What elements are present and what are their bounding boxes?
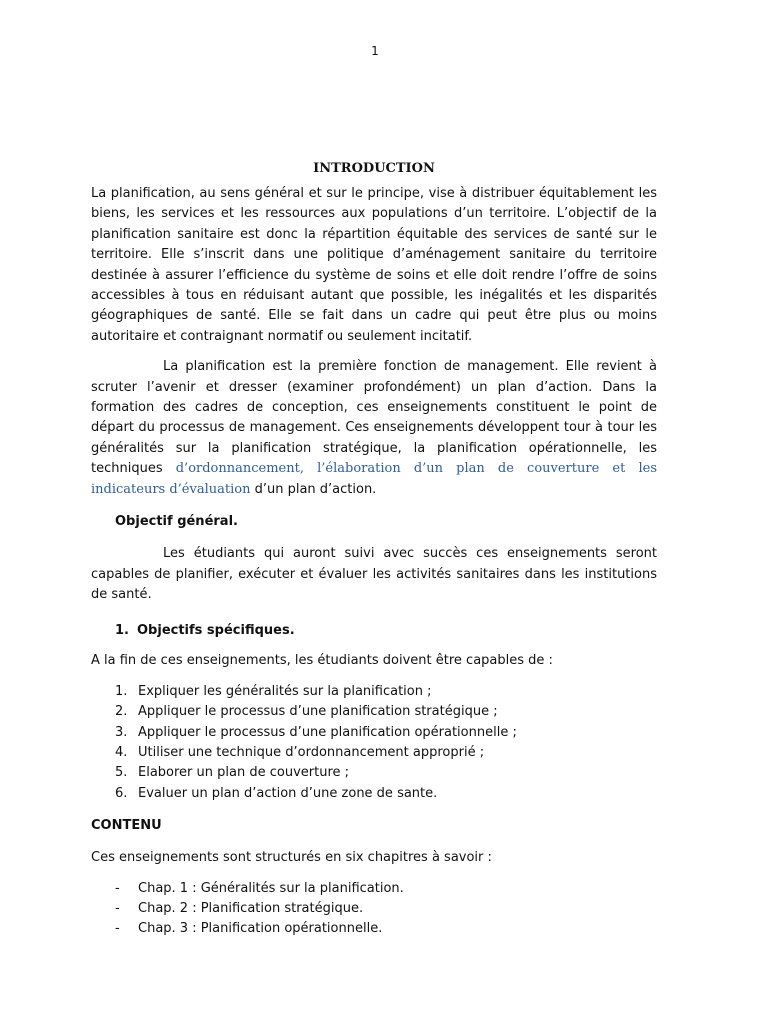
chapters-list: [91, 879, 657, 940]
page-content: [91, 160, 657, 940]
objective-heading: Objectif général.: [115, 514, 238, 530]
intro-paragraph: La planification, au sens général et sur le principe, vise à distribuer équitablement les biens, les services et les ressources aux populations d’un territoire. L’objectif de la planification sanitaire est donc la répartition équitable des services de santé sur le territoire. Elle s’inscrit dans une politique d’aménagement sanitaire du territoire destinée à assurer l’efficience du système de soins et elle doit rendre l’offre de soins accessibles à tous en réduisant autant que possible, les inégalités et les disparités géographiques de santé. Elle se fait dans un cadre qui peut être plus ou moins autoritaire et contraignant normatif ou seulement incitatif.: [91, 186, 657, 344]
heading-text: Objectifs spécifiques.: [137, 623, 295, 639]
list-item: [91, 743, 657, 763]
list-item: [91, 899, 657, 919]
list-item-text: Appliquer le processus d’une planification opérationnelle ;: [138, 724, 517, 740]
management-paragraph: [91, 357, 657, 500]
list-item-text: Utiliser une technique d’ordonnancement approprié ;: [138, 744, 485, 760]
list-item: [91, 702, 657, 722]
paragraph-text-start: La planification est la première fonction de management. Elle revient à scruter l’avenir et dresser (examiner profondément) un plan d’action. Dans la formation des cadres de conception, ces enseignements constituent le point de départ du processus de management. Ces enseignements développent tour à tour les généralités sur la planification stratégique, la planification opérationnelle, les techniques: [91, 359, 657, 477]
specific-objectives-intro: A la fin de ces enseignements, les étudiants doivent être capables de :: [91, 653, 553, 669]
paragraph-text-end: d’un plan d’action.: [250, 481, 377, 497]
objectives-list: [91, 682, 657, 804]
list-item: [91, 919, 657, 939]
list-item-text: Chap. 2 : Planification stratégique.: [138, 900, 364, 916]
list-item-text: Chap. 3 : Planification opérationnelle.: [138, 921, 383, 937]
contenu-intro: Ces enseignements sont structurés en six chapitres à savoir :: [91, 850, 492, 866]
list-item-text: Evaluer un plan d’action d’une zone de sante.: [138, 785, 438, 801]
list-item: [91, 879, 657, 899]
list-item: [91, 784, 657, 804]
list-item-text: Chap. 1 : Généralités sur la planification.: [138, 880, 404, 896]
list-dash: -: [115, 900, 120, 916]
objective-paragraph: Les étudiants qui auront suivi avec succès ces enseignements seront capables de planifier, exécuter et évaluer les activités sanitaires dans les institutions de santé.: [91, 546, 657, 602]
heading-number: 1.: [115, 623, 129, 639]
list-number: 6.: [115, 785, 128, 801]
list-number: 3.: [115, 724, 128, 740]
specific-objectives-heading: [115, 621, 657, 641]
list-item: [91, 723, 657, 743]
list-number: 4.: [115, 744, 128, 760]
page-number: 1: [371, 44, 379, 58]
list-number: 1.: [115, 683, 128, 699]
highlighted-text: d’ordonnancement, l’élaboration d’un plan de couverture et les indicateurs d’évaluation: [91, 461, 657, 497]
list-number: 2.: [115, 704, 128, 720]
list-dash: -: [115, 921, 120, 937]
section-title: INTRODUCTION: [313, 161, 435, 176]
list-item-text: Expliquer les généralités sur la planification ;: [138, 683, 432, 699]
list-dash: -: [115, 880, 120, 896]
list-item-text: Elaborer un plan de couverture ;: [138, 765, 350, 781]
list-item: [91, 763, 657, 783]
list-item-text: Appliquer le processus d’une planification stratégique ;: [138, 704, 498, 720]
contenu-heading: CONTENU: [91, 818, 162, 834]
list-item: [91, 682, 657, 702]
list-number: 5.: [115, 765, 128, 781]
